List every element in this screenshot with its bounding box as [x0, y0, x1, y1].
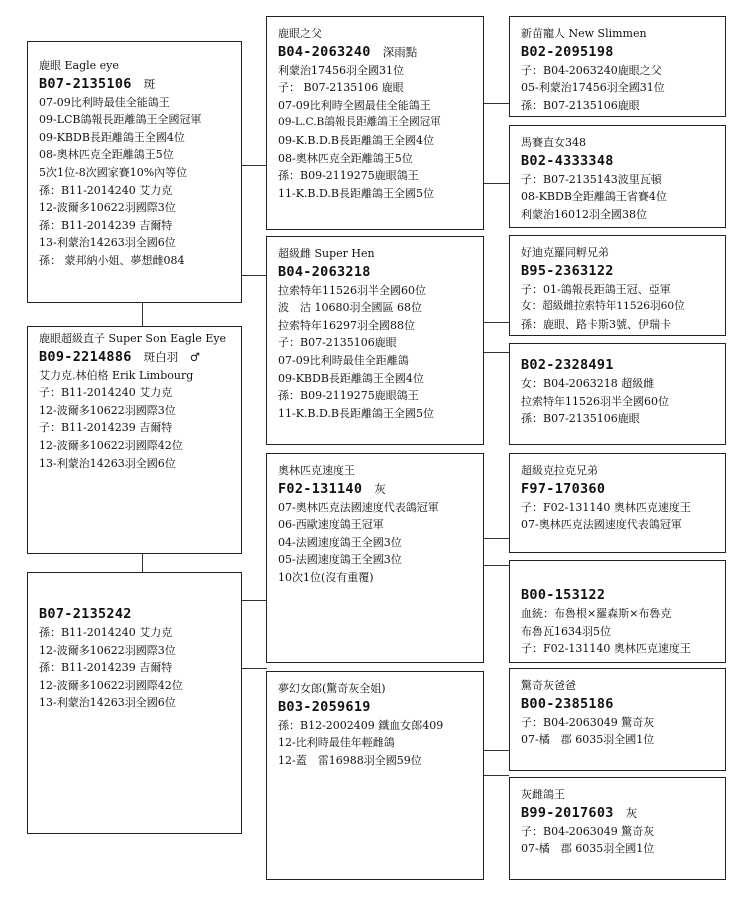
info-line: 06-西歐速度鴿王冠軍 [278, 518, 384, 532]
pedigree-box-sdd [509, 343, 726, 445]
info-line: 子：B07-2135143波里瓦頓 [521, 172, 662, 186]
ring-number: F02-131140 灰 [278, 480, 386, 497]
info-line: 子：B11-2014239 吉爾特 [39, 421, 173, 435]
box-title: 奧林匹克速度王 [278, 464, 355, 477]
connector-sire-ss [241, 165, 267, 166]
ring-number: B00-153122 [521, 587, 606, 603]
pedigree-box-dam-sire [266, 453, 484, 663]
info-line: 孫：B11-2014239 吉爾特 [39, 661, 173, 675]
pedigree-box-sire-dam [266, 236, 484, 445]
info-line: 12-波爾多10622羽國際42位 [39, 438, 183, 452]
ring-number: B00-2385186 [521, 695, 614, 712]
pedigree-box-sss [509, 16, 726, 117]
pedigree-box-sire-sire [266, 16, 484, 230]
info-line: 子：B04-2063049 驚奇灰 [521, 824, 655, 838]
info-line: 12-波爾多10622羽國際3位 [39, 201, 176, 215]
info-line: 子：B04-2063240鹿眼之父 [521, 63, 662, 77]
connector-sire-sd [241, 275, 267, 276]
info-line: 09-KBDB長距離鴿王全國4位 [39, 130, 185, 144]
info-line: 子：B07-2135106鹿眼 [278, 336, 397, 350]
info-line: 08-奧林匹克全距離鴿王5位 [278, 151, 413, 165]
info-line: 子：B11-2014240 艾力克 [39, 386, 173, 400]
box-title: 好迪克羅同孵兄弟 [521, 246, 609, 259]
info-line: 布魯瓦1634羽5位 [521, 624, 611, 638]
ring-number: B09-2214886 斑白羽 ♂ [39, 348, 201, 365]
pedigree-box-main [27, 326, 242, 554]
info-line: 孫：鹿眼、路卡斯3號、伊瑞卡 [521, 317, 671, 331]
info-line: 13-利蒙治14263羽全國6位 [39, 456, 176, 470]
ring-number: F97-170360 [521, 480, 606, 497]
pedigree-box-sds [509, 235, 726, 336]
info-line: 拉索特年11526羽半全國60位 [278, 283, 426, 297]
color-note: 斑白羽 ♂ [143, 349, 201, 364]
info-line: 血統：布魯根×羅森斯×布魯克 [521, 607, 672, 620]
info-line: 05-利蒙治17456羽全國31位 [521, 81, 665, 95]
connector-ss-ssd [483, 183, 509, 184]
info-line: 11-K.B.D.B長距離鴿王全國5位 [278, 406, 435, 420]
info-line: 07-橘 郡 6035羽全國1位 [521, 842, 655, 856]
info-line: 09-L.C.B鴿報長距離鴿王全國冠軍 [278, 116, 441, 129]
info-line: 孫：B09-2119275鹿眼鴿王 [278, 389, 419, 403]
connector-dd-ddd [483, 775, 509, 776]
info-line: 10次1位(沒有重覆) [278, 570, 374, 584]
ring-number: B03-2059619 [278, 698, 371, 715]
ring-number: B95-2363122 [521, 262, 614, 279]
info-line: 5次1位-8次國家賽10%內等位 [39, 165, 188, 179]
info-line: 孫： 蒙邦納小姐、夢想雌084 [39, 253, 185, 267]
box-title: 超級克拉克兄弟 [521, 464, 598, 477]
info-line: 利蒙治16012羽全國38位 [521, 207, 647, 221]
info-line: 波 沽 10680羽全國區 68位 [278, 301, 422, 315]
info-line: 07-09比利時最佳全距離鴿 [278, 353, 409, 367]
connector-ds-dss [483, 538, 509, 539]
connector-dam-dd [241, 668, 267, 669]
info-line: 08-奧林匹克全距離鴿王5位 [39, 148, 174, 162]
info-line: 13-利蒙治14263羽全國6位 [39, 236, 176, 250]
info-line: 孫：B12-2002409 鐵血女郎409 [278, 718, 444, 732]
info-line: 12-波爾多10622羽國際3位 [39, 643, 176, 657]
info-line: 12-波爾多10622羽國際3位 [39, 403, 176, 417]
info-line: 13-利蒙治14263羽全國6位 [39, 696, 176, 710]
box-title: 驚奇灰爸爸 [521, 679, 576, 692]
ring-number: B02-2328491 [521, 357, 614, 373]
info-line: 孫：B09-2119275鹿眼鴿王 [278, 169, 419, 183]
info-line: 12-波爾多10622羽國際42位 [39, 678, 183, 692]
ring-number: B02-4333348 [521, 152, 614, 169]
box-title: 灰雌鴿王 [521, 788, 565, 801]
info-line: 05-法國速度鴿王全國3位 [278, 553, 402, 567]
info-line: 子： B07-2135106 鹿眼 [278, 81, 404, 95]
info-line: 子：F02-131140 奧林匹克速度王 [521, 642, 691, 656]
info-line: 07-奧林匹克法國速度代表鴿冠軍 [278, 500, 439, 514]
info-line: 女：B04-2063218 超級雌 [521, 377, 655, 390]
connector-dam-ds [241, 600, 267, 601]
color-note: 斑 [143, 76, 156, 91]
ring-number: B02-2095198 [521, 43, 614, 60]
box-title: 超級雌 Super Hen [278, 247, 375, 260]
pedigree-box-dam [27, 572, 242, 834]
box-title: 鹿眼 Eagle eye [39, 59, 119, 72]
box-title: 鹿眼之父 [278, 27, 322, 40]
info-line: 07-09比利時最佳全能鴿王 [39, 95, 170, 109]
color-note: 深雨點 [382, 44, 418, 59]
color-note: 灰 [625, 805, 638, 820]
info-line: 利蒙治17456羽全國31位 [278, 63, 404, 77]
pedigree-box-dam-dam [266, 671, 484, 880]
connector-dd-dds [483, 750, 509, 751]
info-line: 04-法國速度鴿王全國3位 [278, 535, 402, 549]
info-line: 09-KBDB長距離鴿王全國4位 [278, 371, 424, 385]
connector-sd-sdd [483, 352, 509, 353]
connector-main-dam [142, 553, 143, 573]
info-line: 孫：B11-2014239 吉爾特 [39, 218, 173, 232]
info-line: 子：B04-2063049 驚奇灰 [521, 715, 655, 729]
info-line: 子：01-鴿報長距鴿王冠、亞軍 [521, 282, 671, 296]
pedigree-box-ssd [509, 125, 726, 228]
pedigree-box-dsd [509, 560, 726, 663]
box-title: 馬賽直女348 [521, 136, 586, 149]
ring-number: B99-2017603 灰 [521, 804, 638, 821]
ring-number: B04-2063240 深雨點 [278, 43, 418, 60]
connector-ds-dsd [483, 565, 509, 566]
info-line: 艾力克.林伯格 Erik Limbourg [39, 368, 194, 382]
info-line: 11-K.B.D.B長距離鴿王全國5位 [278, 186, 435, 200]
box-title: 鹿眼超級直子 Super Son Eagle Eye [39, 332, 227, 345]
info-line: 09-LCB鴿報長距離鴿王全國冠軍 [39, 113, 202, 127]
pedigree-box-sire [27, 41, 242, 303]
ring-number: B07-2135106 斑 [39, 75, 156, 92]
info-line: 孫：B07-2135106鹿眼 [521, 412, 640, 426]
info-line: 女：超級雌拉索特年11526羽60位 [521, 300, 685, 313]
info-line: 孫：B11-2014240 艾力克 [39, 626, 173, 639]
info-line: 12-蓋 雷16988羽全國59位 [278, 753, 422, 767]
info-line: 拉索特年16297羽全國88位 [278, 318, 415, 332]
info-line: 07-橘 郡 6035羽全國1位 [521, 733, 655, 747]
box-title: 新苗寵人 New Slimmen [521, 27, 647, 40]
info-line: 12-比利時最佳年輕雌鴿 [278, 736, 395, 750]
info-line: 09-K.B.D.B長距離鴿王全國4位 [278, 133, 435, 147]
info-line: 08-KBDB全距離鴿王省賽4位 [521, 190, 667, 204]
info-line: 07-09比利時全國最佳全能鴿王 [278, 98, 431, 112]
info-line: 孫：B07-2135106鹿眼 [521, 98, 640, 112]
pedigree-box-ddd [509, 777, 726, 880]
connector-ss-sss [483, 103, 509, 104]
info-line: 子：F02-131140 奧林匹克速度王 [521, 500, 691, 514]
box-title: 夢幻女郎(驚奇灰全姐) [278, 682, 386, 695]
connector-main-sire [142, 302, 143, 327]
info-line: 07-奧林匹克法國速度代表鴿冠軍 [521, 518, 682, 532]
pedigree-box-dss [509, 453, 726, 553]
pedigree-box-dds [509, 668, 726, 771]
connector-sd-sds [483, 322, 509, 323]
color-note: 灰 [374, 481, 386, 496]
info-line: 孫：B11-2014240 艾力克 [39, 183, 173, 197]
ring-number: B04-2063218 [278, 263, 371, 280]
info-line: 拉索特年11526羽半全國60位 [521, 394, 669, 408]
ring-number: B07-2135242 [39, 606, 132, 622]
